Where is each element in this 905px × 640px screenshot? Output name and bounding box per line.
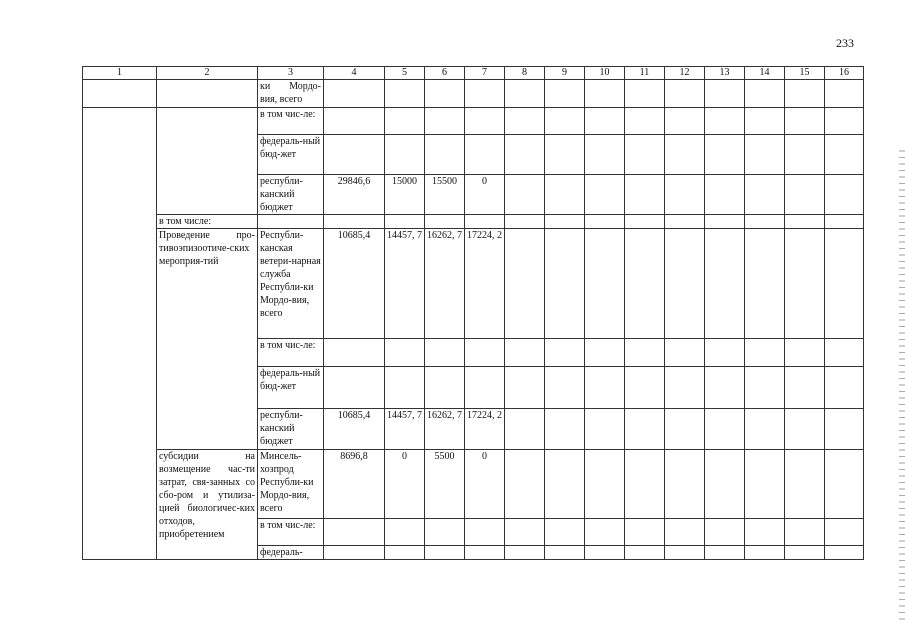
header-cell: 15	[785, 67, 825, 80]
executor-cell: Минсель-хозпрод Республи-ки Мордо-вия, всего	[258, 450, 324, 519]
executor-cell: Республи-канская ветери-нарная служба Республи-ки Мордо-вия, всего	[258, 229, 324, 339]
table-row	[83, 215, 864, 229]
page-number: 233	[836, 36, 854, 50]
header-cell: 4	[324, 67, 385, 80]
header-cell: 9	[545, 67, 585, 80]
value-cell: 5500	[425, 450, 465, 519]
value-cell: 15500	[425, 175, 465, 215]
value-cell: 17224, 2	[465, 409, 505, 450]
executor-cell: в том чис-ле:	[258, 108, 324, 135]
executor-cell: в том чис-ле:	[258, 339, 324, 367]
table-row	[83, 229, 864, 339]
header-cell: 1	[83, 67, 157, 80]
value-cell: 14457, 7	[385, 229, 425, 339]
value-cell: 0	[465, 450, 505, 519]
cell-empty	[157, 108, 258, 215]
value-cell: 0	[465, 175, 505, 215]
table-row	[83, 108, 864, 135]
header-cell: 16	[825, 67, 864, 80]
value-cell: 10685,4	[324, 409, 385, 450]
value-cell: 17224, 2	[465, 229, 505, 339]
measure-cell: субсидии на возмещение час-ти затрат, свя-занных со сбо-ром и утилиза-цией биологичес-ких отходов, приобретением	[157, 450, 258, 560]
value-cell: 10685,4	[324, 229, 385, 339]
header-cell: 10	[585, 67, 625, 80]
header-row	[83, 67, 864, 80]
executor-cell: федераль-	[258, 546, 324, 560]
header-cell: 7	[465, 67, 505, 80]
value-cell: 29846,6	[324, 175, 385, 215]
value-cell: 16262, 7	[425, 229, 465, 339]
header-cell: 13	[705, 67, 745, 80]
value-cell: 8696,8	[324, 450, 385, 519]
cell-empty	[83, 80, 157, 108]
executor-cell: федераль-ный бюд-жет	[258, 135, 324, 175]
header-cell: 8	[505, 67, 545, 80]
executor-cell: ки Мордо-вия, всего	[258, 80, 324, 108]
header-cell: 3	[258, 67, 324, 80]
cell-empty	[83, 108, 157, 560]
header-cell: 11	[625, 67, 665, 80]
executor-cell: в том чис-ле:	[258, 519, 324, 546]
scan-edge-shadow	[899, 150, 905, 620]
executor-cell: республи-канский бюджет	[258, 175, 324, 215]
header-cell: 14	[745, 67, 785, 80]
table-row	[83, 80, 864, 108]
executor-cell: республи-канский бюджет	[258, 409, 324, 450]
value-cell: 14457, 7	[385, 409, 425, 450]
value-cell: 16262, 7	[425, 409, 465, 450]
table-row	[83, 450, 864, 519]
measure-cell: Проведение про-тивоэпизоотиче-ских мероприя-тий	[157, 229, 258, 450]
section-label: в том числе:	[157, 215, 258, 229]
header-cell: 12	[665, 67, 705, 80]
header-cell: 5	[385, 67, 425, 80]
header-cell: 6	[425, 67, 465, 80]
budget-table	[82, 66, 864, 560]
header-cell: 2	[157, 67, 258, 80]
value-cell: 0	[385, 450, 425, 519]
executor-cell: федераль-ный бюд-жет	[258, 367, 324, 409]
value-cell: 15000	[385, 175, 425, 215]
cell-empty	[157, 80, 258, 108]
